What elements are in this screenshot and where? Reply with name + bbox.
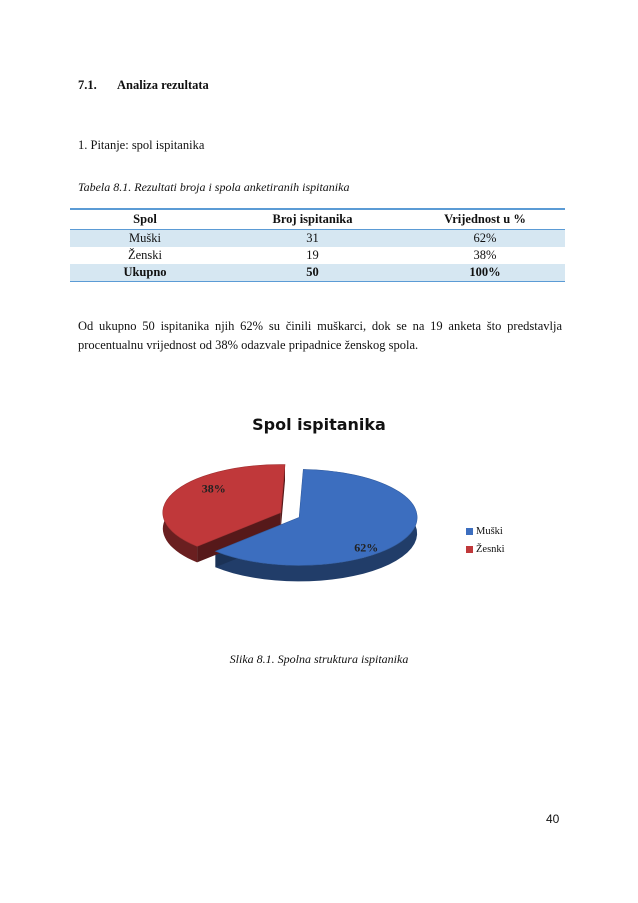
legend-swatch-zenski	[466, 546, 473, 553]
table-total-row	[70, 264, 565, 282]
table-header-row	[70, 209, 565, 230]
body-paragraph: Od ukupno 50 ispitanika njih 62% su činili muškarci, dok se na 19 anketa što predstavlja procentualnu vrijednost od 38% odazvale pripadnice ženskog spola.	[78, 319, 562, 352]
legend-swatch-muski	[466, 528, 473, 535]
legend-label-muski: Muški	[476, 525, 503, 537]
header-spol: Spol	[70, 209, 220, 230]
table-row	[70, 247, 565, 264]
cell-gender: Ukupno	[70, 264, 220, 282]
header-broj: Broj ispitanika	[220, 209, 405, 230]
legend-item	[466, 540, 505, 558]
cell-count: 19	[306, 248, 319, 262]
cell-gender: Ženski	[127, 248, 163, 262]
figure-caption: Slika 8.1. Spolna struktura ispitanika	[229, 652, 409, 666]
pie-chart	[150, 455, 430, 595]
cell-count: 31	[220, 230, 405, 248]
page-number: 40	[546, 812, 560, 826]
table-caption: Tabela 8.1. Rezultati broja i spola anketiranih ispitanika	[78, 180, 350, 194]
legend-item	[466, 522, 505, 540]
question-heading: 1. Pitanje: spol ispitanika	[78, 138, 205, 152]
table-row	[70, 230, 565, 248]
section-number: 7.1.	[78, 78, 97, 92]
chart-legend	[466, 522, 505, 558]
pie-data-label: 38%	[201, 481, 226, 496]
chart-title: Spol ispitanika	[252, 415, 386, 434]
header-vrijednost: Vrijednost u %	[405, 209, 565, 230]
legend-label-zenski: Žesnki	[476, 543, 505, 555]
cell-count: 50	[220, 264, 405, 282]
results-table	[70, 208, 565, 282]
cell-percent: 62%	[405, 230, 565, 248]
section-title: Analiza rezultata	[117, 78, 209, 92]
pie-data-label: 62%	[354, 540, 379, 555]
cell-percent: 100%	[405, 264, 565, 282]
cell-percent: 38%	[473, 248, 497, 262]
cell-gender: Muški	[70, 230, 220, 248]
